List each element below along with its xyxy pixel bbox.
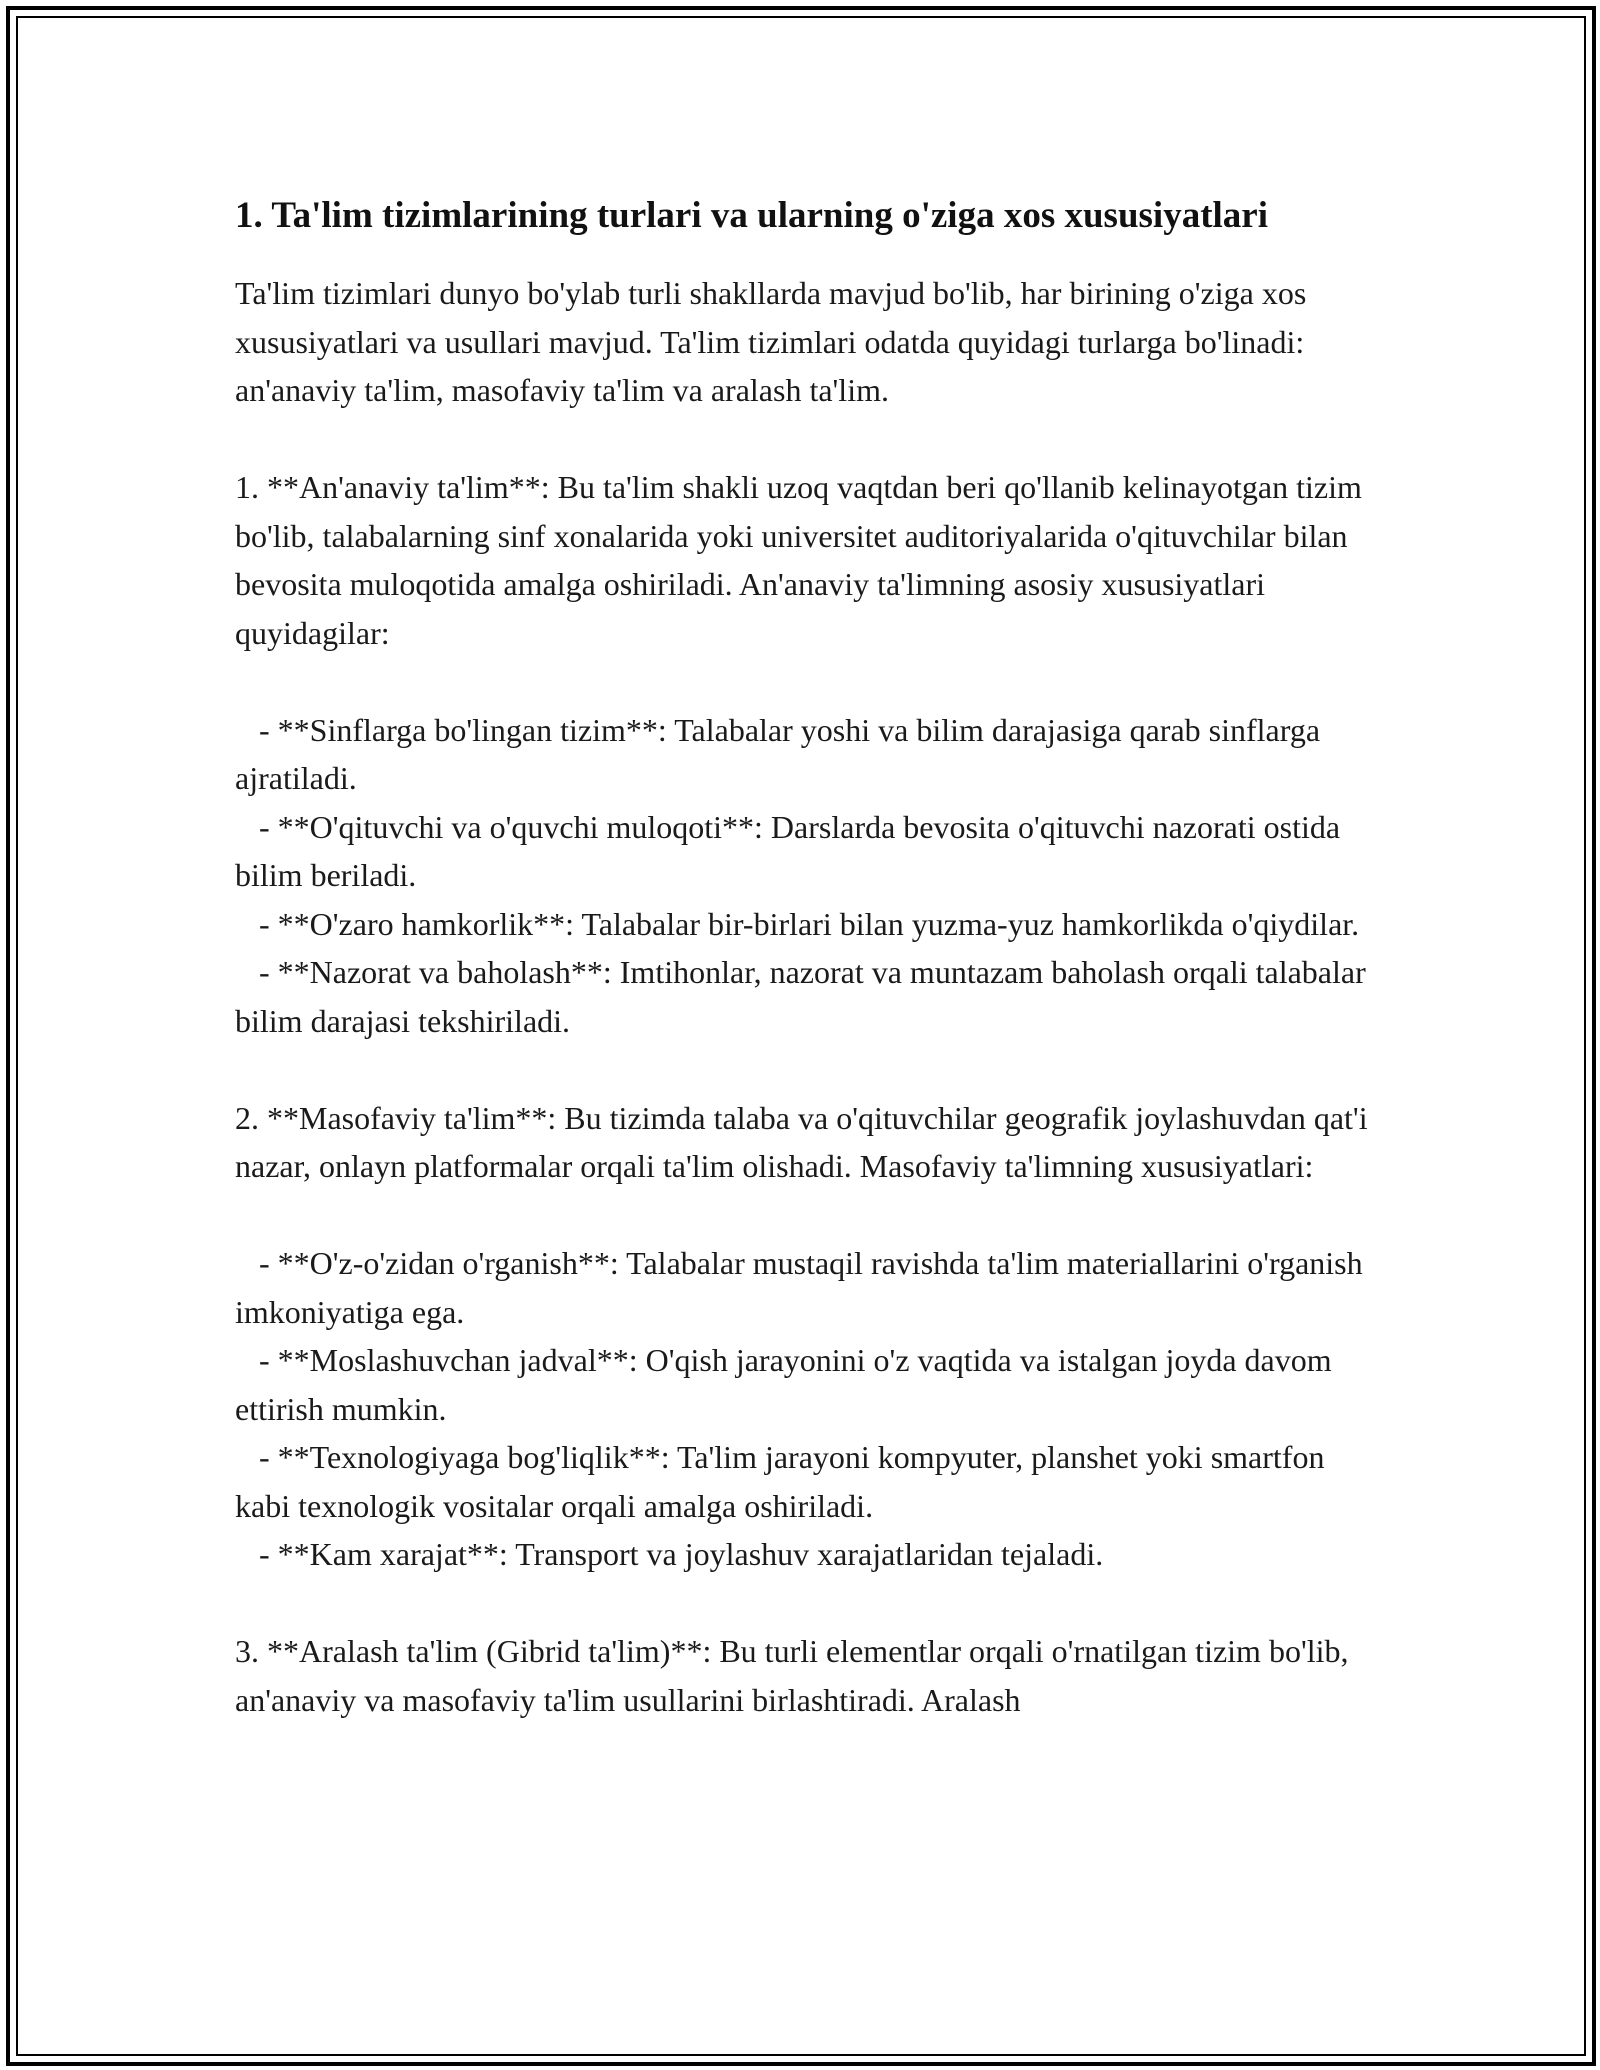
paragraph-gap [235, 1579, 1375, 1628]
paragraph-gap [235, 415, 1375, 464]
section2-item: - **O'z-o'zidan o'rganish**: Talabalar mustaqil ravishda ta'lim materiallarini o'rganish imkoniyatiga ega. [235, 1245, 1371, 1330]
section1-item: - **O'zaro hamkorlik**: Talabalar bir-birlari bilan yuzma-yuz hamkorlikda o'qiydilar. [235, 905, 1360, 942]
document-title: 1. Ta'lim tizimlarining turlari va ularning o'ziga xos xususiyatlari [235, 195, 1269, 236]
section2-item: - **Kam xarajat**: Transport va joylashuv xarajatlaridan tejaladi. [235, 1536, 1104, 1572]
section2-item: - **Texnologiyaga bog'liqlik**: Ta'lim jarayoni kompyuter, planshet yoki smartfon kabi texnologik vositalar orqali amalga oshiriladi. [235, 1439, 1333, 1524]
paragraph-gap [235, 1191, 1375, 1240]
section3-heading: 3. **Aralash ta'lim (Gibrid ta'lim)**: Bu turli elementlar orqali o'rnatilgan tizim bo'lib, an'anaviy va masofaviy ta'lim usullarini birlashtiradi. Aralash [235, 1633, 1357, 1718]
section2-heading: 2. **Masofaviy ta'lim**: Bu tizimda talaba va o'qituvchilar geografik joylashuvdan qat'i nazar, onlayn platformalar orqali ta'lim olishadi. Masofaviy ta'limning xususiyatlari: [235, 1099, 1376, 1184]
section1-heading: 1. **An'anaviy ta'lim**: Bu ta'lim shakli uzoq vaqtdan beri qo'llanib kelinayotgan tizim bo'lib, talabalarning sinf xonalarida yoki universitet auditoriyalarida o'qituvchilar bilan bevosita muloqotida amalga oshiriladi. An'anaviy ta'limning asosiy xususiyatlari quyidagilar: [235, 469, 1370, 651]
section1-item: - **Nazorat va baholash**: Imtihonlar, nazorat va muntazam baholash orqali talabalar bilim darajasi tekshiriladi. [235, 954, 1374, 1039]
paragraph-gap [235, 1045, 1375, 1094]
section2-item: - **Moslashuvchan jadval**: O'qish jarayonini o'z vaqtida va istalgan joyda davom ettirish mumkin. [235, 1342, 1340, 1427]
section1-item: - **O'qituvchi va o'quvchi muloqoti**: Darslarda bevosita o'qituvchi nazorati ostida bilim beriladi. [235, 808, 1349, 893]
section1-item: - **Sinflarga bo'lingan tizim**: Talabalar yoshi va bilim darajasiga qarab sinflarga ajratiladi. [235, 711, 1329, 796]
document-body [235, 188, 1375, 1724]
paragraph-gap [235, 657, 1375, 706]
intro-paragraph: Ta'lim tizimlari dunyo bo'ylab turli shakllarda mavjud bo'lib, har birining o'ziga xos xususiyatlari va usullari mavjud. Ta'lim tizimlari odatda quyidagi turlarga bo'linadi: an'anaviy ta'lim, masofaviy ta'lim va aralash ta'lim. [235, 275, 1315, 408]
